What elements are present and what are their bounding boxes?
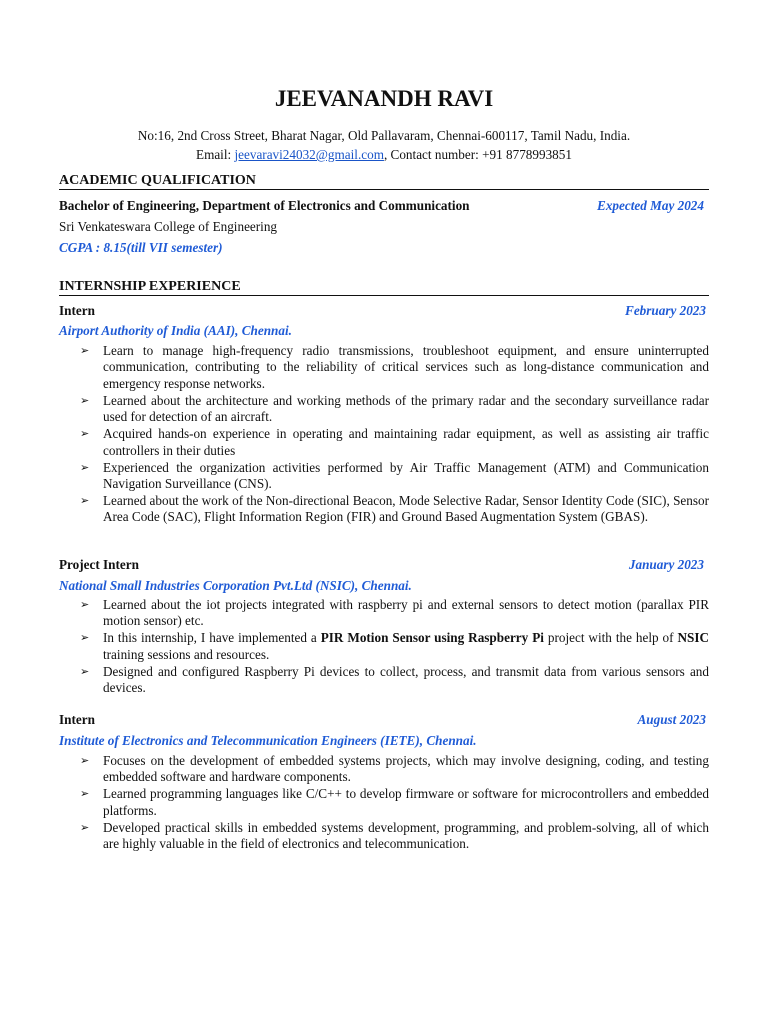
phone-number: +91 8778993851 bbox=[482, 147, 572, 162]
degree-row bbox=[59, 198, 704, 214]
entry-3-header bbox=[59, 712, 706, 728]
entry-1-header bbox=[59, 303, 706, 319]
entry-org: National Small Industries Corporation Pvt.Ltd (NSIC), Chennai. bbox=[59, 578, 412, 593]
entry-date: February 2023 bbox=[625, 303, 706, 318]
degree-title: Bachelor of Engineering, Department of Electronics and Communication bbox=[59, 198, 470, 213]
entry-3-bullets bbox=[80, 753, 709, 853]
list-item: ➢ In this internship, I have implemented a PIR Motion Sensor using Raspberry Pi project with the help of NSIC training sessions and resources. bbox=[80, 630, 709, 663]
list-item: ➢ Designed and configured Raspberry Pi devices to collect, process, and transmit data from various sensors and devices. bbox=[80, 664, 709, 697]
list-item: ➢ Experienced the organization activities performed by Air Traffic Management (ATM) and Communication Navigation Surveillance (CNS). bbox=[80, 460, 709, 493]
candidate-name: JEEVANANDH RAVI bbox=[274, 86, 494, 111]
contact-label: , Contact number: bbox=[383, 147, 483, 162]
entry-date: August 2023 bbox=[637, 712, 706, 727]
cgpa: CGPA : 8.15(till VII semester) bbox=[59, 240, 223, 255]
entry-1-bullets bbox=[80, 343, 709, 526]
list-item: ➢ Learn to manage high-frequency radio transmissions, troubleshoot equipment, and ensure uninterrupted communication, contributing to the reliability of critical services such as long-distance communication and emergency response networks. bbox=[80, 343, 709, 392]
list-item: ➢ Focuses on the development of embedded systems projects, which may involve designing, coding, and testing embedded software and hardware components. bbox=[80, 753, 709, 786]
academic-heading: ACADEMIC QUALIFICATION bbox=[59, 173, 709, 190]
entry-date: January 2023 bbox=[628, 557, 704, 572]
org-abbrev: NSIC bbox=[677, 630, 709, 646]
list-item: ➢ Developed practical skills in embedded systems development, programming, and problem-solving, all of which are highly valuable in the field of electronics and telecommunication. bbox=[80, 820, 709, 853]
entry-2-header bbox=[59, 557, 704, 573]
entry-2-bullets bbox=[80, 597, 709, 697]
list-item: ➢ Learned about the architecture and working methods of the primary radar and the secondary surveillance radar used for detection of an aircraft. bbox=[80, 393, 709, 426]
list-item: ➢ Learned about the iot projects integrated with raspberry pi and external sensors to detect motion (parallax PIR motion sensor) etc. bbox=[80, 597, 709, 630]
entry-role: Project Intern bbox=[59, 557, 139, 572]
list-item: ➢ Learned programming languages like C/C++ to develop firmware or software for microcontrollers and embedded platforms. bbox=[80, 786, 709, 819]
entry-org: Airport Authority of India (AAI), Chennai. bbox=[59, 323, 292, 338]
list-item: ➢ Acquired hands-on experience in operating and maintaining radar equipment, as well as assisting air traffic controllers in their duties bbox=[80, 426, 709, 459]
college-name: Sri Venkateswara College of Engineering bbox=[59, 219, 278, 234]
contact-line bbox=[0, 147, 768, 163]
address-line: No:16, 2nd Cross Street, Bharat Nagar, Old Pallavaram, Chennai-600117, Tamil Nadu, India. bbox=[137, 128, 631, 143]
email-link[interactable]: jeevaravi24032@gmail.com bbox=[234, 147, 384, 162]
degree-date: Expected May 2024 bbox=[597, 198, 704, 213]
entry-role: Intern bbox=[59, 712, 95, 727]
project-name: PIR Motion Sensor using Raspberry Pi bbox=[320, 630, 544, 646]
list-item: ➢ Learned about the work of the Non-directional Beacon, Mode Selective Radar, Sensor Identity Code (SIC), Sensor Area Code (SAC), Flight Information Region (FIR) and Ground Based Augmentation System (GBAS). bbox=[80, 493, 709, 526]
entry-org: Institute of Electronics and Telecommunication Engineers (IETE), Chennai. bbox=[59, 733, 477, 748]
email-label: Email: bbox=[196, 147, 235, 162]
entry-role: Intern bbox=[59, 303, 95, 318]
internship-heading: INTERNSHIP EXPERIENCE bbox=[59, 279, 709, 296]
